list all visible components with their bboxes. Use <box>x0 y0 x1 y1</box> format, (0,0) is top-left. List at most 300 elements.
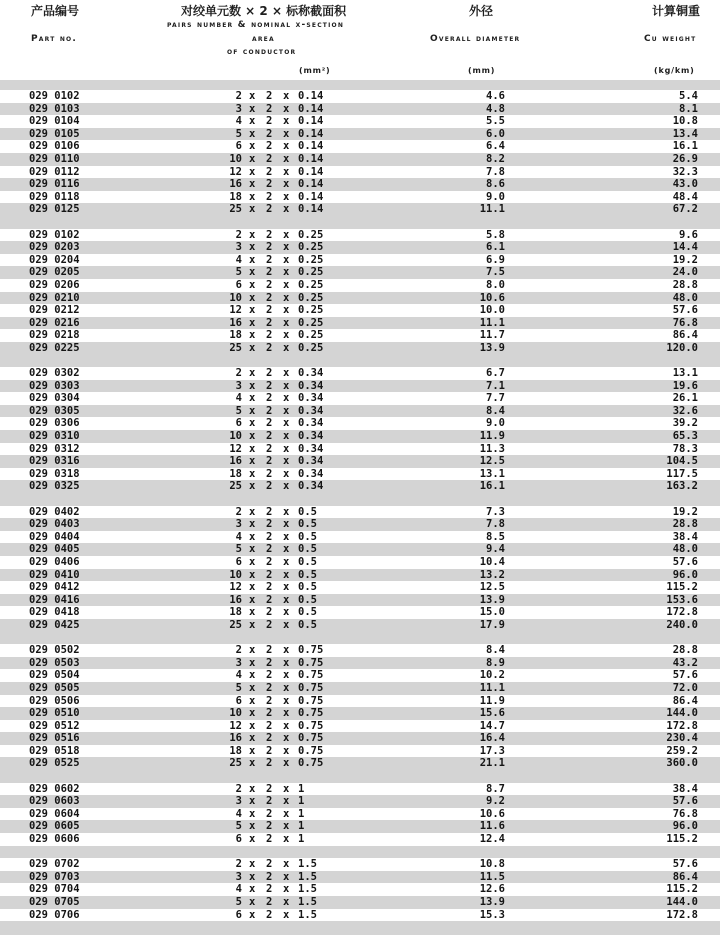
cu-weight-cell: 19.2 <box>672 505 698 518</box>
table-row <box>0 178 720 191</box>
multiply-sign: x <box>283 278 290 291</box>
table-row <box>0 757 720 770</box>
multiply-sign: x <box>283 127 290 140</box>
pairs-count-cell: 16 <box>229 593 242 606</box>
multiply-sign: x <box>249 518 256 531</box>
part-number-cell: 029 0306 <box>29 417 80 430</box>
multiply-sign: x <box>249 606 256 619</box>
multiply-sign: x <box>249 455 256 468</box>
cu-weight-cell: 86.4 <box>672 870 698 883</box>
multiply-sign: x <box>249 858 256 871</box>
pairs-count-cell: 3 <box>235 870 242 883</box>
pairs-count-cell: 12 <box>229 165 242 178</box>
conductor-count-cell: 2 <box>266 430 273 443</box>
cu-weight-cell: 19.2 <box>672 253 698 266</box>
cross-section-cell: 1.5 <box>298 896 317 908</box>
pairs-count-cell: 16 <box>229 316 242 329</box>
group-separator <box>0 846 720 859</box>
pairs-count-cell: 4 <box>235 392 242 405</box>
overall-diameter-cell: 16.4 <box>479 732 505 745</box>
multiply-sign: x <box>283 707 290 720</box>
conductor-count-cell: 2 <box>266 442 273 455</box>
cu-weight-cell: 28.8 <box>672 278 698 291</box>
overall-diameter-cell: 12.6 <box>479 883 505 896</box>
table-row <box>0 229 720 242</box>
conductor-count-cell: 2 <box>266 253 273 266</box>
conductor-count-cell: 2 <box>266 90 273 102</box>
overall-diameter-cell: 6.1 <box>486 241 505 254</box>
part-number-cell: 029 0425 <box>29 618 80 631</box>
overall-diameter-cell: 8.2 <box>486 152 505 165</box>
table-row <box>0 556 720 569</box>
part-number-cell: 029 0310 <box>29 430 80 443</box>
cu-weight-cell: 172.8 <box>666 719 698 732</box>
cu-weight-cell: 115.2 <box>666 581 698 594</box>
overall-diameter-cell: 11.1 <box>479 316 505 329</box>
conductor-count-cell: 2 <box>266 190 273 203</box>
overall-diameter-cell: 13.2 <box>479 568 505 581</box>
multiply-sign: x <box>283 404 290 417</box>
pairs-count-cell: 6 <box>235 278 242 291</box>
multiply-sign: x <box>283 140 290 153</box>
pairs-count-cell: 25 <box>229 203 242 216</box>
part-number-cell: 029 0603 <box>29 795 80 808</box>
multiply-sign: x <box>249 178 256 191</box>
multiply-sign: x <box>283 115 290 128</box>
multiply-sign: x <box>249 505 256 518</box>
table-row <box>0 569 720 582</box>
cu-weight-cell: 120.0 <box>666 341 698 354</box>
conductor-count-cell: 2 <box>266 291 273 304</box>
conductor-count-cell: 2 <box>266 782 273 795</box>
part-number-cell: 029 0502 <box>29 644 80 657</box>
pairs-count-cell: 16 <box>229 178 242 191</box>
cross-section-cell: 0.75 <box>298 694 324 707</box>
cu-weight-cell: 24.0 <box>672 266 698 279</box>
conductor-count-cell: 2 <box>266 152 273 165</box>
multiply-sign: x <box>249 644 256 657</box>
cu-weight-cell: 117.5 <box>666 467 698 480</box>
multiply-sign: x <box>283 165 290 178</box>
conductor-count-cell: 2 <box>266 744 273 757</box>
cross-section-cell: 0.14 <box>298 203 324 216</box>
part-number-cell: 029 0516 <box>29 732 80 745</box>
table-row <box>0 191 720 204</box>
cross-section-cell: 0.75 <box>298 707 324 720</box>
cross-section-cell: 0.5 <box>298 568 317 581</box>
multiply-sign: x <box>249 417 256 430</box>
cross-section-cell: 0.5 <box>298 530 317 543</box>
table-footer-band <box>0 921 720 935</box>
table-row <box>0 506 720 519</box>
overall-diameter-cell: 21.1 <box>479 757 505 770</box>
multiply-sign: x <box>249 618 256 631</box>
table-row <box>0 103 720 116</box>
overall-diameter-cell: 8.4 <box>486 404 505 417</box>
table-row <box>0 254 720 267</box>
overall-diameter-cell: 4.6 <box>486 90 505 102</box>
cu-weight-cell: 19.6 <box>672 379 698 392</box>
pairs-count-cell: 4 <box>235 807 242 820</box>
cross-section-cell: 0.25 <box>298 291 324 304</box>
conductor-count-cell: 2 <box>266 480 273 493</box>
multiply-sign: x <box>283 732 290 745</box>
multiply-sign: x <box>249 833 256 846</box>
multiply-sign: x <box>283 518 290 531</box>
multiply-sign: x <box>283 694 290 707</box>
pairs-heading-en-2: area <box>252 34 275 44</box>
cross-section-cell: 0.14 <box>298 127 324 140</box>
overall-diameter-cell: 8.5 <box>486 530 505 543</box>
pairs-count-cell: 2 <box>235 228 242 241</box>
conductor-count-cell: 2 <box>266 379 273 392</box>
conductor-count-cell: 2 <box>266 341 273 354</box>
multiply-sign: x <box>283 530 290 543</box>
conductor-count-cell: 2 <box>266 543 273 556</box>
table-row <box>0 720 720 733</box>
pairs-count-cell: 25 <box>229 618 242 631</box>
multiply-sign: x <box>249 316 256 329</box>
cu-weight-cell: 76.8 <box>672 316 698 329</box>
overall-diameter-cell: 8.7 <box>486 782 505 795</box>
conductor-count-cell: 2 <box>266 833 273 846</box>
pairs-count-cell: 5 <box>235 266 242 279</box>
cross-section-cell: 0.14 <box>298 152 324 165</box>
table-row <box>0 241 720 254</box>
multiply-sign: x <box>249 568 256 581</box>
overall-diameter-cell: 7.8 <box>486 518 505 531</box>
overall-diameter-cell: 11.7 <box>479 329 505 342</box>
part-number-cell: 029 0404 <box>29 530 80 543</box>
conductor-count-cell: 2 <box>266 807 273 820</box>
pairs-count-cell: 4 <box>235 115 242 128</box>
pairs-count-cell: 12 <box>229 719 242 732</box>
pairs-count-cell: 4 <box>235 669 242 682</box>
overall-diameter-cell: 5.5 <box>486 115 505 128</box>
part-number-cell: 029 0518 <box>29 744 80 757</box>
pairs-count-cell: 5 <box>235 896 242 908</box>
pairs-unit: (mm²) <box>299 66 331 75</box>
pairs-count-cell: 5 <box>235 543 242 556</box>
multiply-sign: x <box>283 757 290 770</box>
multiply-sign: x <box>283 304 290 317</box>
overall-diameter-cell: 15.0 <box>479 606 505 619</box>
pairs-count-cell: 10 <box>229 707 242 720</box>
multiply-sign: x <box>249 555 256 568</box>
table-row <box>0 292 720 305</box>
conductor-count-cell: 2 <box>266 707 273 720</box>
conductor-count-cell: 2 <box>266 870 273 883</box>
overall-diameter-cell: 9.0 <box>486 190 505 203</box>
cu-weight-cell: 13.1 <box>672 367 698 380</box>
multiply-sign: x <box>249 329 256 342</box>
overall-diameter-cell: 11.6 <box>479 820 505 833</box>
conductor-count-cell: 2 <box>266 316 273 329</box>
table-row <box>0 405 720 418</box>
cross-section-cell: 0.34 <box>298 417 324 430</box>
cross-section-cell: 0.5 <box>298 555 317 568</box>
multiply-sign: x <box>249 543 256 556</box>
cu-weight-cell: 153.6 <box>666 593 698 606</box>
multiply-sign: x <box>283 190 290 203</box>
overall-diameter-cell: 10.0 <box>479 304 505 317</box>
cu-weight-cell: 5.4 <box>679 90 698 102</box>
table-row <box>0 695 720 708</box>
cross-section-cell: 0.75 <box>298 656 324 669</box>
conductor-count-cell: 2 <box>266 367 273 380</box>
table-row <box>0 367 720 380</box>
multiply-sign: x <box>283 543 290 556</box>
multiply-sign: x <box>283 102 290 115</box>
conductor-count-cell: 2 <box>266 178 273 191</box>
cross-section-cell: 1 <box>298 782 305 795</box>
cross-section-cell: 1 <box>298 833 305 846</box>
table-row <box>0 909 720 922</box>
multiply-sign: x <box>249 379 256 392</box>
cu-weight-cell: 96.0 <box>672 568 698 581</box>
conductor-count-cell: 2 <box>266 858 273 871</box>
table-row <box>0 820 720 833</box>
cu-weight-cell: 86.4 <box>672 694 698 707</box>
cross-section-cell: 0.75 <box>298 669 324 682</box>
cu-weight-cell: 144.0 <box>666 707 698 720</box>
overall-diameter-cell: 15.3 <box>479 908 505 921</box>
cross-section-cell: 1.5 <box>298 858 317 871</box>
conductor-count-cell: 2 <box>266 241 273 254</box>
overall-diameter-cell: 8.4 <box>486 644 505 657</box>
multiply-sign: x <box>283 593 290 606</box>
pairs-count-cell: 3 <box>235 241 242 254</box>
table-row <box>0 707 720 720</box>
part-number-cell: 029 0402 <box>29 505 80 518</box>
overall-diameter-cell: 12.5 <box>479 455 505 468</box>
part-number-cell: 029 0110 <box>29 152 80 165</box>
multiply-sign: x <box>283 203 290 216</box>
pairs-count-cell: 2 <box>235 858 242 871</box>
conductor-count-cell: 2 <box>266 505 273 518</box>
multiply-sign: x <box>283 90 290 102</box>
overall-diameter-cell: 10.2 <box>479 669 505 682</box>
multiply-sign: x <box>249 367 256 380</box>
part-number-cell: 029 0403 <box>29 518 80 531</box>
multiply-sign: x <box>249 480 256 493</box>
multiply-sign: x <box>249 90 256 102</box>
cross-section-cell: 0.25 <box>298 278 324 291</box>
conductor-count-cell: 2 <box>266 102 273 115</box>
table-row <box>0 682 720 695</box>
table-row <box>0 594 720 607</box>
multiply-sign: x <box>283 744 290 757</box>
pairs-count-cell: 3 <box>235 379 242 392</box>
multiply-sign: x <box>249 278 256 291</box>
overall-diameter-cell: 11.1 <box>479 681 505 694</box>
part-number-cell: 029 0105 <box>29 127 80 140</box>
part-number-cell: 029 0204 <box>29 253 80 266</box>
multiply-sign: x <box>283 379 290 392</box>
cross-section-cell: 0.34 <box>298 367 324 380</box>
part-no-heading-zh: 产品编号 <box>31 4 80 18</box>
part-number-cell: 029 0116 <box>29 178 80 191</box>
part-number-cell: 029 0412 <box>29 581 80 594</box>
part-number-cell: 029 0606 <box>29 833 80 846</box>
conductor-count-cell: 2 <box>266 404 273 417</box>
cross-section-cell: 0.75 <box>298 681 324 694</box>
part-number-cell: 029 0303 <box>29 379 80 392</box>
pairs-count-cell: 6 <box>235 555 242 568</box>
conductor-count-cell: 2 <box>266 203 273 216</box>
multiply-sign: x <box>249 241 256 254</box>
cross-section-cell: 0.25 <box>298 266 324 279</box>
multiply-sign: x <box>249 820 256 833</box>
overall-diameter-cell: 9.2 <box>486 795 505 808</box>
pairs-count-cell: 2 <box>235 644 242 657</box>
overall-diameter-cell: 17.3 <box>479 744 505 757</box>
overall-diameter-cell: 14.7 <box>479 719 505 732</box>
pairs-count-cell: 2 <box>235 505 242 518</box>
cross-section-cell: 0.14 <box>298 102 324 115</box>
cross-section-cell: 0.75 <box>298 719 324 732</box>
multiply-sign: x <box>249 152 256 165</box>
overall-diameter-cell: 7.1 <box>486 379 505 392</box>
cross-section-cell: 0.34 <box>298 442 324 455</box>
overall-diameter-cell: 7.3 <box>486 505 505 518</box>
multiply-sign: x <box>283 555 290 568</box>
part-number-cell: 029 0225 <box>29 341 80 354</box>
cross-section-cell: 1.5 <box>298 883 317 896</box>
table-row <box>0 90 720 103</box>
conductor-count-cell: 2 <box>266 883 273 896</box>
cu-weight-cell: 163.2 <box>666 480 698 493</box>
cross-section-cell: 0.34 <box>298 467 324 480</box>
pairs-count-cell: 5 <box>235 404 242 417</box>
multiply-sign: x <box>283 883 290 896</box>
multiply-sign: x <box>283 430 290 443</box>
multiply-sign: x <box>283 618 290 631</box>
conductor-count-cell: 2 <box>266 329 273 342</box>
overall-diameter-cell: 4.8 <box>486 102 505 115</box>
overall-diameter-cell: 6.7 <box>486 367 505 380</box>
pairs-count-cell: 6 <box>235 833 242 846</box>
multiply-sign: x <box>283 581 290 594</box>
conductor-count-cell: 2 <box>266 165 273 178</box>
cu-weight-cell: 57.6 <box>672 858 698 871</box>
pairs-count-cell: 2 <box>235 782 242 795</box>
multiply-sign: x <box>249 656 256 669</box>
table-row <box>0 896 720 909</box>
cu-weight-cell: 8.1 <box>679 102 698 115</box>
multiply-sign: x <box>283 241 290 254</box>
table-row <box>0 417 720 430</box>
table-row <box>0 304 720 317</box>
group-separator <box>0 770 720 783</box>
table-row <box>0 166 720 179</box>
cu-weight-cell: 67.2 <box>672 203 698 216</box>
multiply-sign: x <box>249 707 256 720</box>
conductor-count-cell: 2 <box>266 304 273 317</box>
cu-weight-cell: 32.3 <box>672 165 698 178</box>
multiply-sign: x <box>249 467 256 480</box>
pairs-count-cell: 4 <box>235 530 242 543</box>
multiply-sign: x <box>249 190 256 203</box>
cu-weight-cell: 259.2 <box>666 744 698 757</box>
cu-weight-cell: 48.4 <box>672 190 698 203</box>
cu-weight-cell: 14.4 <box>672 241 698 254</box>
group-separator <box>0 493 720 506</box>
overall-diameter-cell: 11.3 <box>479 442 505 455</box>
table-row <box>0 871 720 884</box>
overall-diameter-cell: 13.9 <box>479 896 505 908</box>
table-row <box>0 795 720 808</box>
conductor-count-cell: 2 <box>266 115 273 128</box>
multiply-sign: x <box>283 719 290 732</box>
pairs-count-cell: 10 <box>229 568 242 581</box>
pairs-count-cell: 25 <box>229 341 242 354</box>
overall-diameter-cell: 5.8 <box>486 228 505 241</box>
table-row <box>0 455 720 468</box>
pairs-count-cell: 6 <box>235 140 242 153</box>
cross-section-cell: 0.25 <box>298 304 324 317</box>
multiply-sign: x <box>283 467 290 480</box>
cu-weight-cell: 57.6 <box>672 555 698 568</box>
multiply-sign: x <box>283 908 290 921</box>
part-number-cell: 029 0703 <box>29 870 80 883</box>
table-row <box>0 115 720 128</box>
od-heading-en: Overall diameter <box>430 34 521 44</box>
part-number-cell: 029 0405 <box>29 543 80 556</box>
overall-diameter-cell: 13.9 <box>479 341 505 354</box>
cu-weight-cell: 57.6 <box>672 795 698 808</box>
pairs-count-cell: 6 <box>235 694 242 707</box>
cu-weight-cell: 28.8 <box>672 518 698 531</box>
part-number-cell: 029 0525 <box>29 757 80 770</box>
pairs-count-cell: 18 <box>229 190 242 203</box>
multiply-sign: x <box>249 253 256 266</box>
part-number-cell: 029 0216 <box>29 316 80 329</box>
multiply-sign: x <box>249 908 256 921</box>
group-separator <box>0 216 720 229</box>
overall-diameter-cell: 11.9 <box>479 430 505 443</box>
conductor-count-cell: 2 <box>266 732 273 745</box>
part-number-cell: 029 0605 <box>29 820 80 833</box>
part-number-cell: 029 0210 <box>29 291 80 304</box>
part-number-cell: 029 0705 <box>29 896 80 908</box>
conductor-count-cell: 2 <box>266 719 273 732</box>
part-number-cell: 029 0212 <box>29 304 80 317</box>
table-row <box>0 392 720 405</box>
conductor-count-cell: 2 <box>266 656 273 669</box>
cross-section-cell: 1.5 <box>298 908 317 921</box>
cu-weight-cell: 72.0 <box>672 681 698 694</box>
multiply-sign: x <box>283 442 290 455</box>
pairs-count-cell: 3 <box>235 518 242 531</box>
cross-section-cell: 0.34 <box>298 430 324 443</box>
part-number-cell: 029 0325 <box>29 480 80 493</box>
table-row <box>0 480 720 493</box>
pairs-count-cell: 5 <box>235 681 242 694</box>
table-row <box>0 669 720 682</box>
conductor-count-cell: 2 <box>266 417 273 430</box>
cross-section-cell: 0.25 <box>298 253 324 266</box>
od-unit: (mm) <box>468 66 496 75</box>
cross-section-cell: 0.75 <box>298 744 324 757</box>
pairs-count-cell: 16 <box>229 732 242 745</box>
overall-diameter-cell: 13.9 <box>479 593 505 606</box>
cu-weight-cell: 38.4 <box>672 782 698 795</box>
part-number-cell: 029 0205 <box>29 266 80 279</box>
multiply-sign: x <box>249 581 256 594</box>
header-divider-band <box>0 80 720 90</box>
cross-section-cell: 0.75 <box>298 757 324 770</box>
